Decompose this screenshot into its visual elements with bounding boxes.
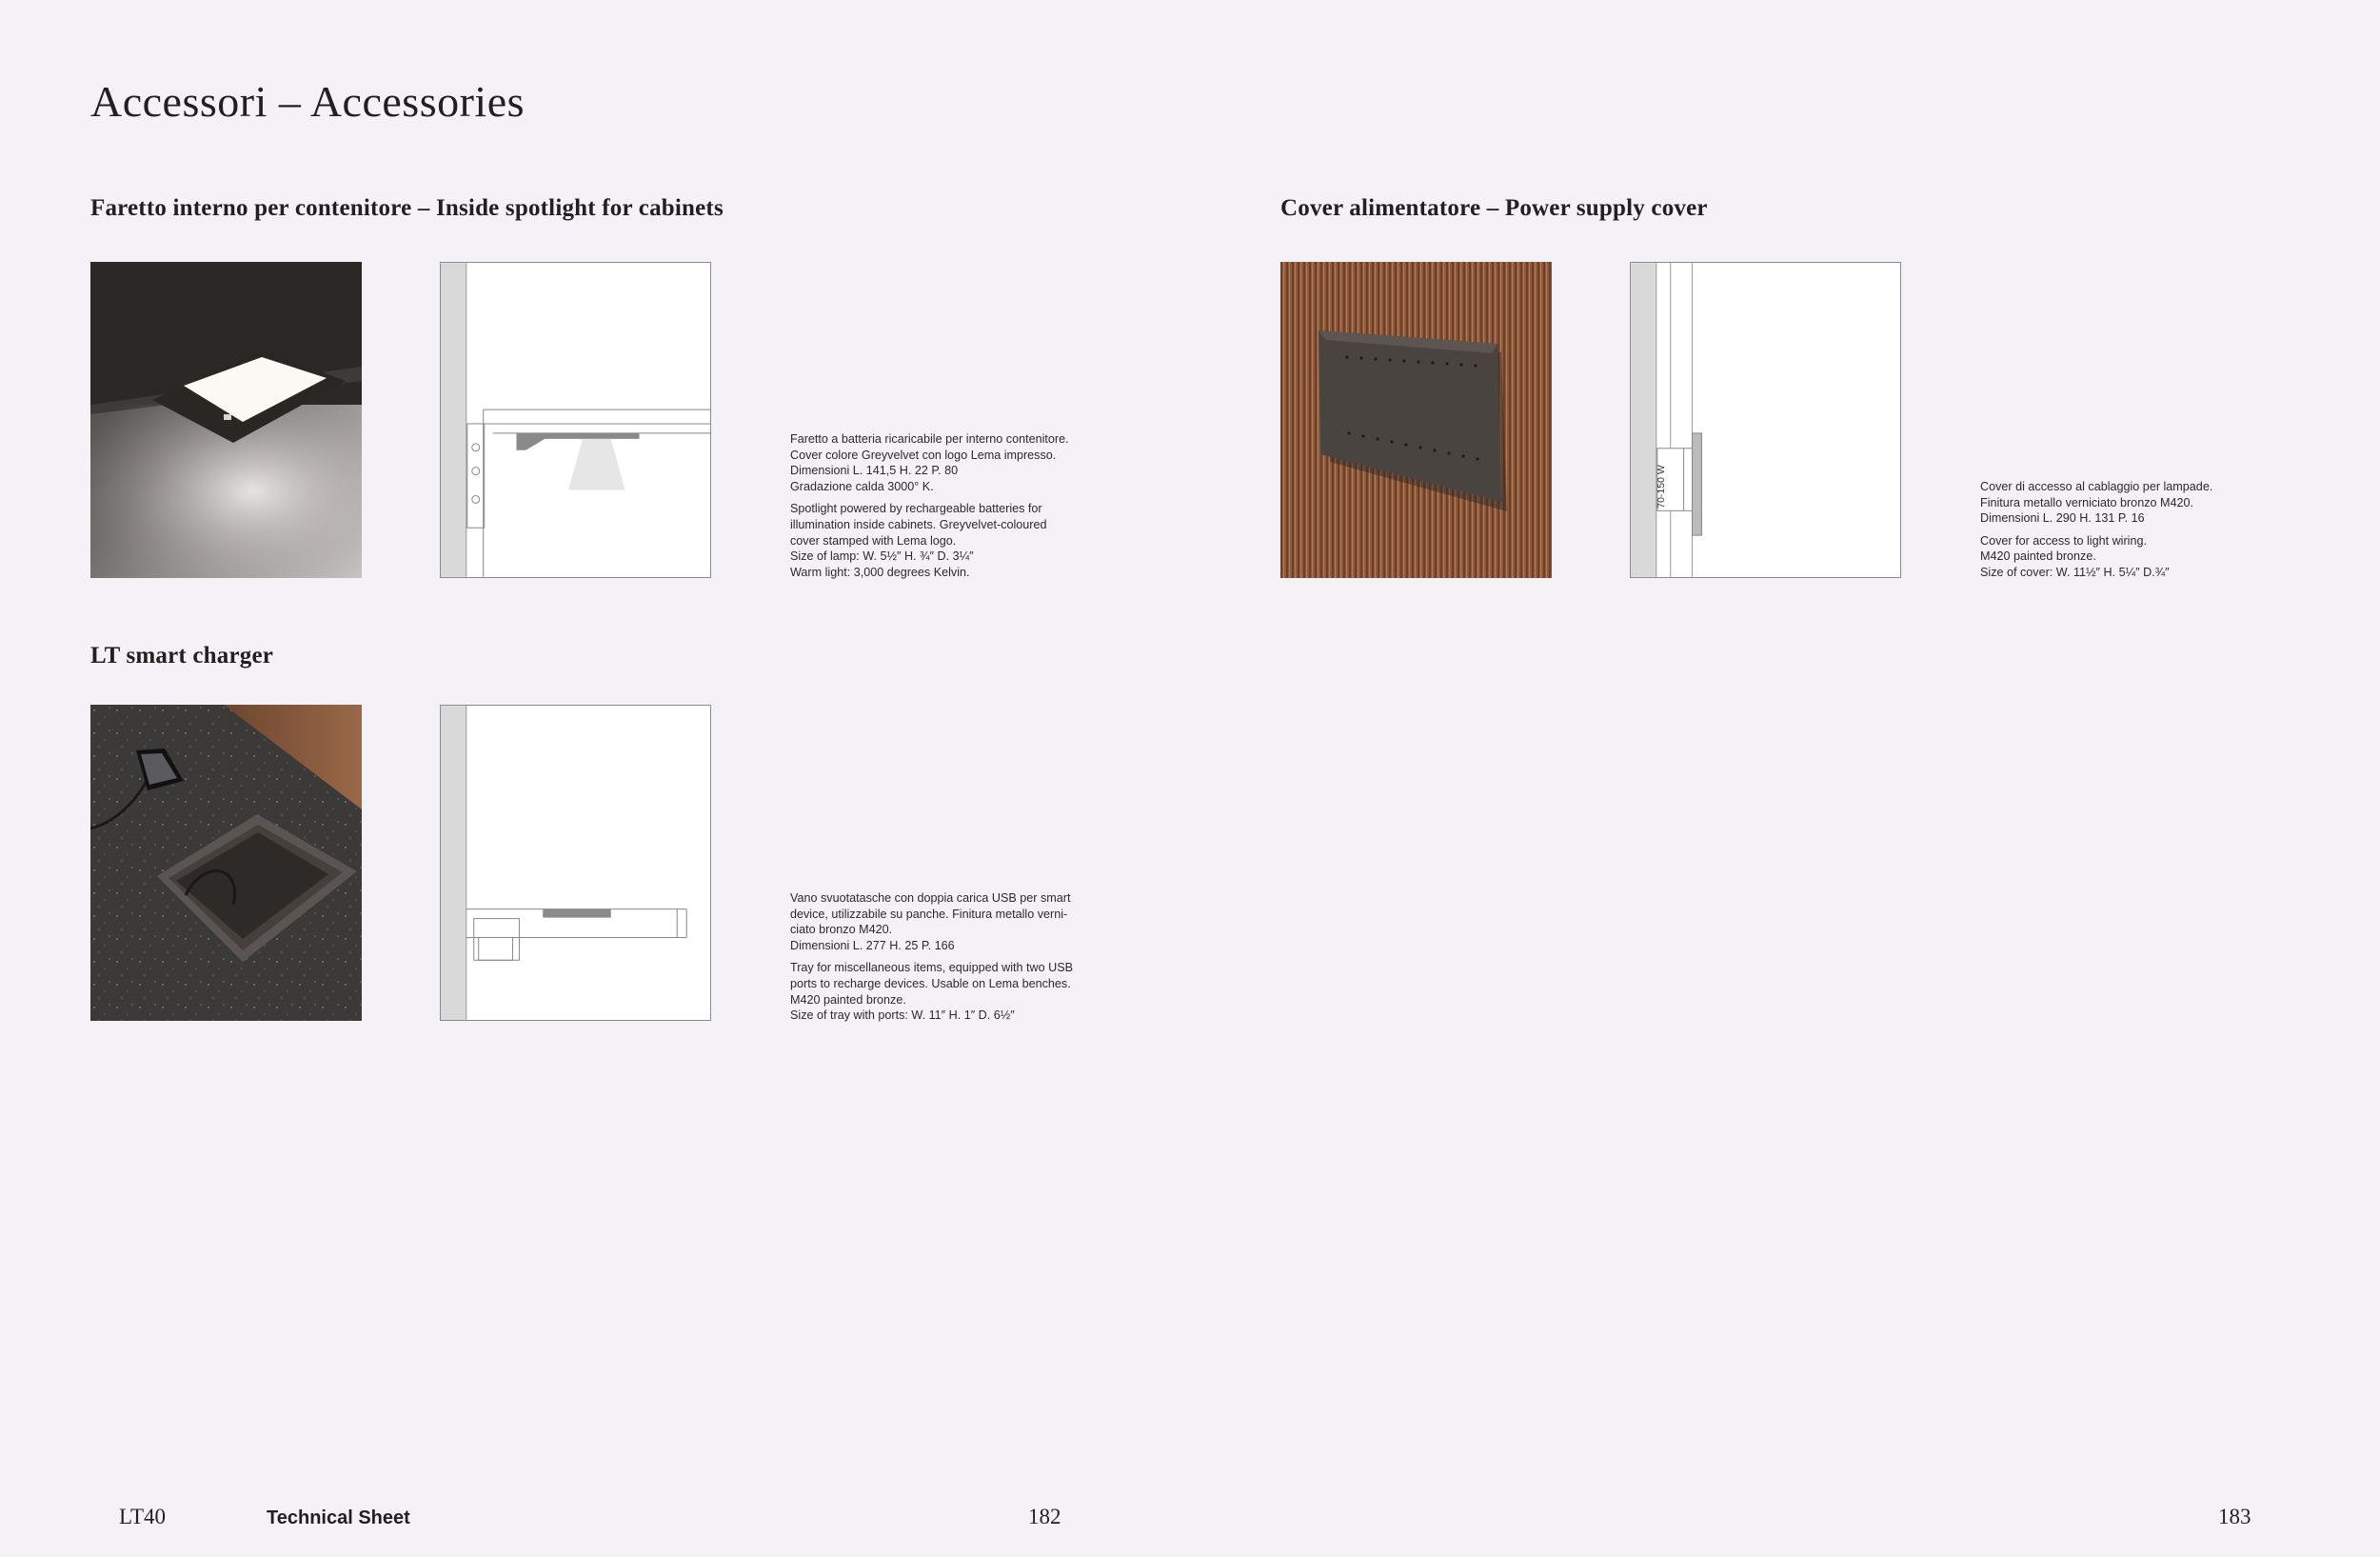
- section-title-spotlight: Faretto interno per contenitore – Inside spotlight for cabinets: [90, 195, 724, 221]
- cover-drawing-label: 70-150 W: [1656, 465, 1667, 509]
- spotlight-desc-en: Spotlight powered by rechargeable batteries for illumination inside cabinets. Greyvelvet-coloured cover stamped with Lema logo. Size of lamp: W. 5½″ H. ¾″ D. 3¼″ Warm light: 3,000 degrees Kelvin.: [790, 502, 1047, 579]
- section-title-cover: Cover alimentatore – Power supply cover: [1280, 195, 1708, 221]
- charger-desc-en: Tray for miscellaneous items, equipped with two USB ports to recharge devices. Usable on Lema benches. M420 painted bronze. Size of tray with ports: W. 11″ H. 1″ D. 6½″: [790, 961, 1074, 1023]
- charger-photo: [90, 705, 362, 1021]
- spotlight-technical-drawing: [440, 262, 711, 578]
- page-title: Accessori – Accessories: [90, 77, 526, 126]
- page-number-left: 182: [1028, 1505, 1061, 1528]
- footer-label: Technical Sheet: [267, 1507, 410, 1528]
- cover-photo: [1280, 262, 1552, 578]
- charger-description: [790, 890, 1114, 1030]
- page-number-right: 183: [2218, 1505, 2251, 1528]
- charger-desc-it: Vano svuotatasche con doppia carica USB per smart device, utilizzabile su panche. Finitura metallo verni- ciato bronzo M420. Dimensioni L. 277 H. 25 P. 166: [790, 891, 1071, 952]
- cover-technical-drawing: [1630, 262, 1901, 578]
- charger-technical-drawing: [440, 705, 711, 1021]
- section-title-charger: LT smart charger: [90, 643, 274, 669]
- cover-description: [1980, 479, 2294, 588]
- cover-desc-en: Cover for access to light wiring. M420 painted bronze. Size of cover: W. 11½″ H. 5¼″ D.¾″: [1980, 533, 2170, 579]
- spotlight-desc-it: Faretto a batteria ricaricabile per interno contenitore. Cover colore Greyvelvet con logo Lema impresso. Dimensioni L. 141,5 H. 22 P. 80 Gradazione calda 3000° K.: [790, 432, 1069, 493]
- footer-brand: LT40: [119, 1505, 166, 1528]
- spotlight-photo: [90, 262, 362, 578]
- cover-desc-it: Cover di accesso al cablaggio per lampade. Finitura metallo verniciato bronzo M420. Dimensioni L. 290 H. 131 P. 16: [1980, 480, 2213, 526]
- spotlight-description: [790, 431, 1114, 587]
